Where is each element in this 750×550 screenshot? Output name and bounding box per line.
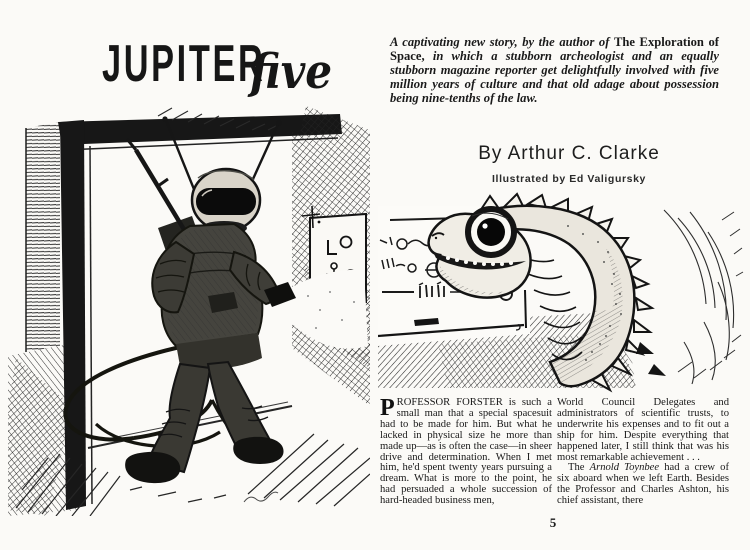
intro-book-title: The Exploration of Space,	[390, 35, 719, 63]
page-number: 5	[549, 515, 557, 530]
drop-cap: P	[380, 395, 395, 421]
intro-blurb	[390, 36, 719, 106]
spaceman-figure	[125, 116, 296, 483]
background-arcs	[664, 210, 743, 384]
right-boot	[233, 437, 283, 464]
spaceman-doorway-illustration	[8, 106, 370, 516]
column1-text: ROFESSOR FORSTER is such a small man that a special spacesuit had to be made for him. But what he lacked in physical size he more than made up—as is often the case—in sheer drive and determination. When I met him, he'd spent twenty years pursuing a dream. What is more to the point, he had persuaded a whole succession of hard-headed business men,	[380, 397, 552, 507]
intro-pre: A captivating new story, by the author of	[390, 35, 614, 49]
story-column-1	[380, 395, 552, 507]
story-column-2	[557, 398, 729, 507]
illustrator-credit: Illustrated by Ed Valigursky	[492, 173, 646, 185]
p2-pre: The	[568, 462, 590, 474]
story-title: JUPITER	[102, 35, 266, 93]
column2-paragraph-2	[557, 463, 729, 507]
ship-name: Arnold Toynbee	[589, 462, 660, 474]
story-title-script: five	[250, 44, 333, 100]
visor	[196, 188, 256, 215]
p2-post: had a crew of six aboard when we left Earth. Besides the Professor and Charles Ashton, his chief assistant, there	[557, 462, 730, 507]
serpent-creature-illustration	[378, 192, 744, 394]
author-byline: By Arthur C. Clarke	[478, 143, 660, 164]
left-boot	[125, 452, 180, 483]
column2-paragraph-1: World Council Delegates and administrators of scientific trusts, to underwrite his expenses and to fit out a ship for him. Despite everything that happened later, I still think that was his most remarkable achievement . . .	[557, 397, 729, 463]
intro-post: in which a stubborn archeologist and an equally stubborn magazine reporter get delightfully involved with five million years of culture and that old adage about possession being nine-tenths of the law.	[390, 48, 719, 105]
